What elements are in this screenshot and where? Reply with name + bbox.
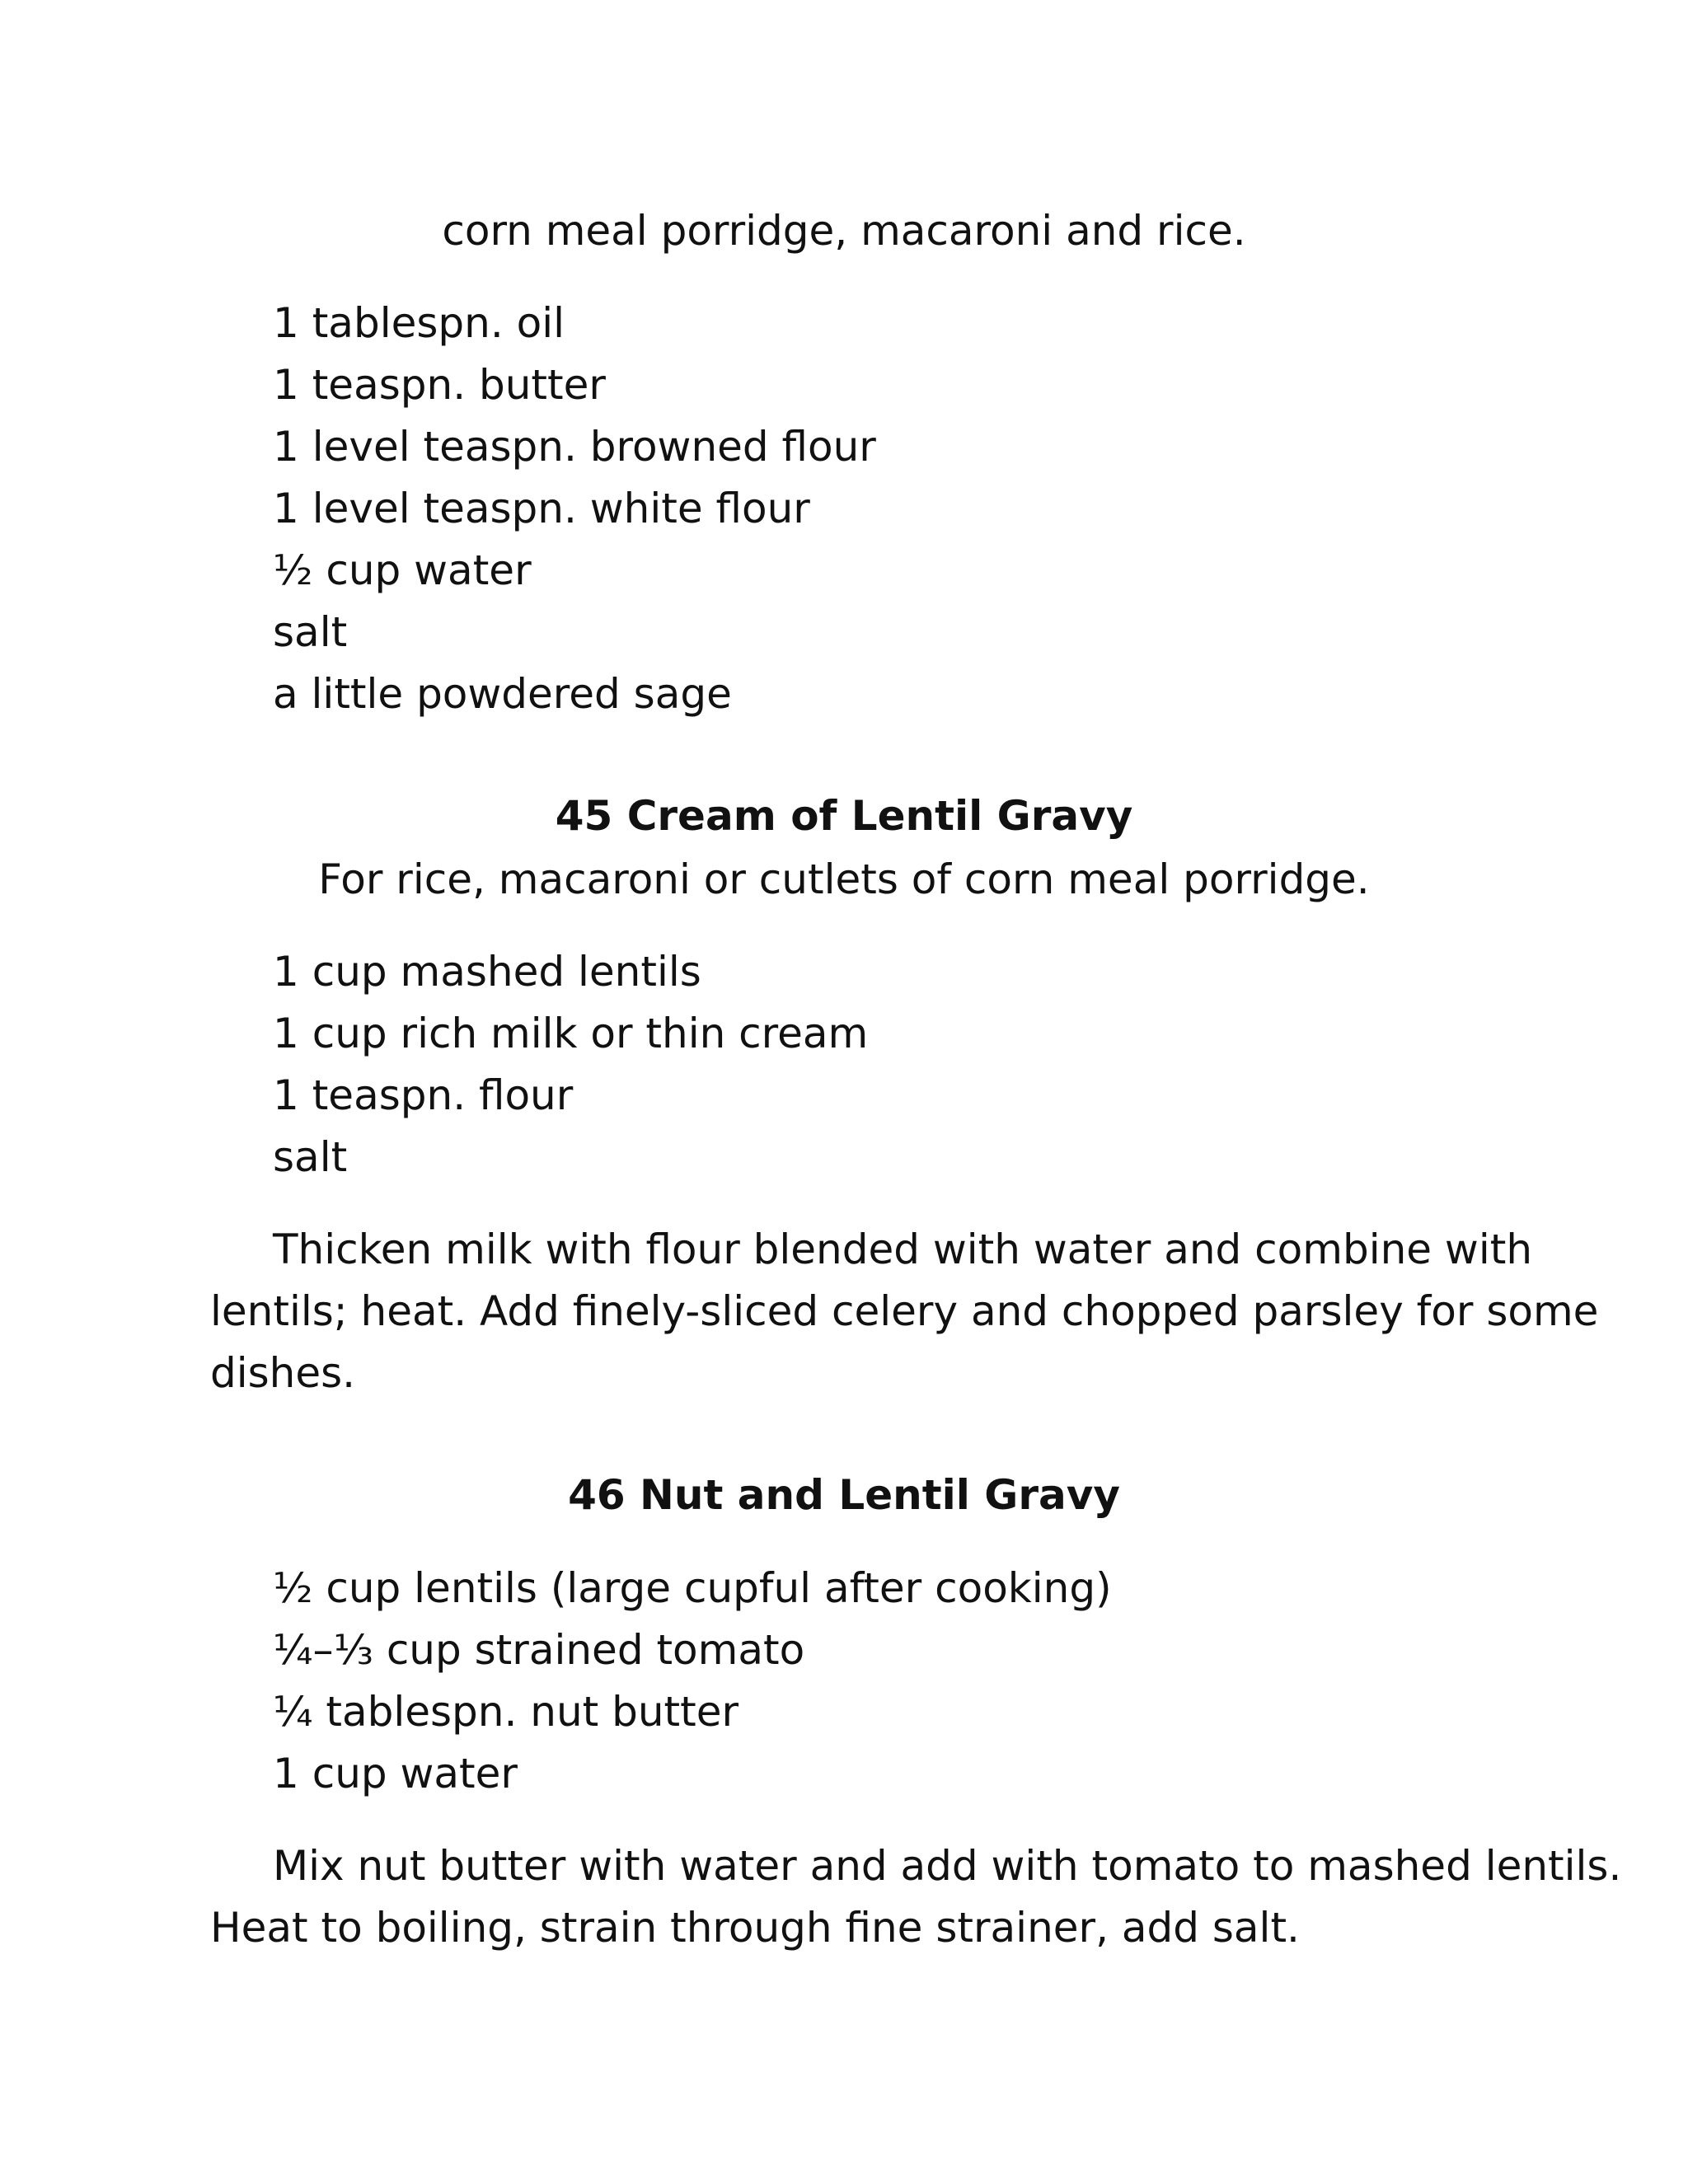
ingredient-item: 1 cup mashed lentils xyxy=(273,948,701,996)
ingredient-item: ¼ tablespn. nut butter xyxy=(273,1688,739,1736)
instruction-line: lentils; heat. Add finely-sliced celery and chopped parsley for some xyxy=(210,1287,1599,1335)
recipe-46-title: 46 Nut and Lentil Gravy xyxy=(568,1471,1120,1519)
ingredient-item: ½ cup lentils (large cupful after cooking) xyxy=(273,1564,1112,1612)
recipe-45-subtitle: For rice, macaroni or cutlets of corn meal porridge. xyxy=(318,855,1370,903)
ingredient-item: 1 level teaspn. browned flour xyxy=(273,423,876,471)
ingredient-item: 1 level teaspn. white flour xyxy=(273,485,810,532)
ingredient-item: ½ cup water xyxy=(273,546,532,594)
ingredient-item: ¼–⅓ cup strained tomato xyxy=(273,1626,805,1674)
ingredient-item: 1 teaspn. butter xyxy=(273,361,606,409)
instruction-line: Heat to boiling, strain through fine strainer, add salt. xyxy=(210,1904,1300,1952)
instruction-line: Mix nut butter with water and add with tomato to mashed lentils. xyxy=(273,1842,1622,1890)
ingredient-item: salt xyxy=(273,608,348,656)
ingredient-item: 1 cup water xyxy=(273,1750,518,1797)
instruction-line: Thicken milk with flour blended with water and combine with xyxy=(273,1226,1533,1273)
instruction-line: dishes. xyxy=(210,1349,356,1397)
ingredient-item: a little powdered sage xyxy=(273,670,732,718)
ingredient-item: 1 cup rich milk or thin cream xyxy=(273,1010,869,1057)
ingredient-item: 1 teaspn. flour xyxy=(273,1071,574,1119)
ingredient-item: salt xyxy=(273,1133,348,1181)
intro-text: corn meal porridge, macaroni and rice. xyxy=(442,207,1246,255)
recipe-45-title: 45 Cream of Lentil Gravy xyxy=(555,792,1133,840)
ingredient-item: 1 tablespn. oil xyxy=(273,299,565,347)
